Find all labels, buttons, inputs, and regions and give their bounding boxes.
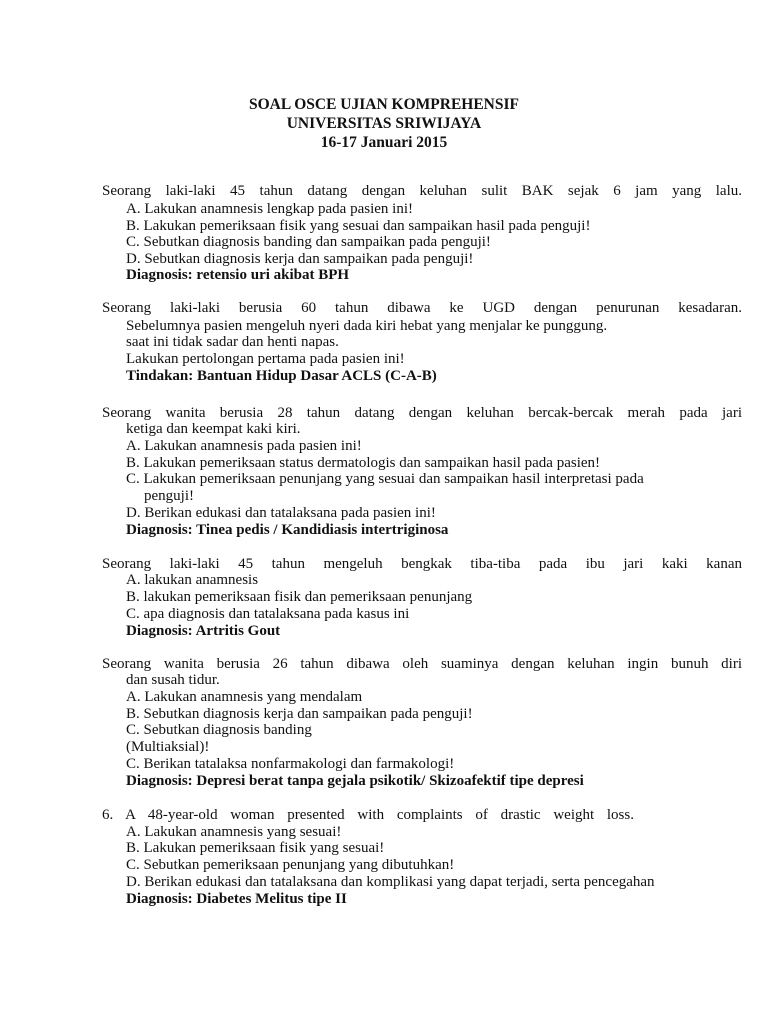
q3-diagnosis: Diagnosis: Tinea pedis / Kandidiasis intertriginosa <box>126 522 449 538</box>
q1-option-d: D. Sebutkan diagnosis kerja dan sampaikan pada penguji! <box>126 251 474 267</box>
q1-option-b: B. Lakukan pemeriksaan fisik yang sesuai dan sampaikan hasil pada penguji! <box>126 218 591 234</box>
q1-option-c: C. Sebutkan diagnosis banding dan sampaikan pada penguji! <box>126 234 491 250</box>
q3-option-c-cont: penguji! <box>144 488 194 504</box>
q6-option-b: B. Lakukan pemeriksaan fisik yang sesuai! <box>126 840 385 856</box>
q4-option-b: B. lakukan pemeriksaan fisik dan pemeriksaan penunjang <box>126 589 473 605</box>
q6-option-a: A. Lakukan anamnesis yang sesuai! <box>126 824 342 840</box>
q5-option-c: C. Sebutkan diagnosis banding <box>126 722 312 738</box>
q4-diagnosis: Diagnosis: Artritis Gout <box>126 623 281 639</box>
q2-stem: Seorang laki-laki berusia 60 tahun dibawa ke UGD dengan penurunan kesadaran. <box>102 300 742 316</box>
q1-stem: Seorang laki-laki 45 tahun datang dengan keluhan sulit BAK sejak 6 jam yang lalu. <box>102 183 742 199</box>
q5-option-a: A. Lakukan anamnesis yang mendalam <box>126 689 363 705</box>
q4-option-c: C. apa diagnosis dan tatalaksana pada kasus ini <box>126 606 410 622</box>
q3-option-b: B. Lakukan pemeriksaan status dermatologis dan sampaikan hasil pada pasien! <box>126 455 601 471</box>
institution-name: UNIVERSITAS SRIWIJAYA <box>286 115 482 132</box>
q5-option-b: B. Sebutkan diagnosis kerja dan sampaikan pada penguji! <box>126 706 473 722</box>
document-title: SOAL OSCE UJIAN KOMPREHENSIF <box>248 96 519 113</box>
exam-date: 16-17 Januari 2015 <box>320 134 448 151</box>
q6-diagnosis: Diagnosis: Diabetes Melitus tipe II <box>126 891 347 907</box>
q3-option-a: A. Lakukan anamnesis pada pasien ini! <box>126 438 362 454</box>
q6-option-d: D. Berikan edukasi dan tatalaksana dan komplikasi yang dapat terjadi, serta pencegahan <box>126 874 655 890</box>
q6-option-c: C. Sebutkan pemeriksaan penunjang yang dibutuhkan! <box>126 857 455 873</box>
q2-line-3: Lakukan pertolongan pertama pada pasien ini! <box>126 351 405 367</box>
q3-option-c: C. Lakukan pemeriksaan penunjang yang sesuai dan sampaikan hasil interpretasi pada <box>126 471 644 487</box>
q1-diagnosis: Diagnosis: retensio uri akibat BPH <box>126 267 350 283</box>
document-header <box>0 95 768 152</box>
q3-stem-cont: ketiga dan keempat kaki kiri. <box>126 421 301 437</box>
q5-stem: Seorang wanita berusia 26 tahun dibawa oleh suaminya dengan keluhan ingin bunuh diri <box>102 656 742 672</box>
q5-diagnosis: Diagnosis: Depresi berat tanpa gejala psikotik/ Skizoafektif tipe depresi <box>126 773 584 789</box>
q3-stem: Seorang wanita berusia 28 tahun datang dengan keluhan bercak-bercak merah pada jari <box>102 405 742 421</box>
q1-option-a: A. Lakukan anamnesis lengkap pada pasien ini! <box>126 201 413 217</box>
q5-option-d: C. Berikan tatalaksa nonfarmakologi dan farmakologi! <box>126 756 455 772</box>
q4-stem: Seorang laki-laki 45 tahun mengeluh bengkak tiba-tiba pada ibu jari kaki kanan <box>102 556 742 572</box>
q3-option-d: D. Berikan edukasi dan tatalaksana pada pasien ini! <box>126 505 436 521</box>
q2-line-1: Sebelumnya pasien mengeluh nyeri dada kiri hebat yang menjalar ke punggung. <box>126 318 608 334</box>
q5-option-c-cont: (Multiaksial)! <box>126 739 210 755</box>
q2-action: Tindakan: Bantuan Hidup Dasar ACLS (C-A-B) <box>126 368 437 384</box>
q2-line-2: saat ini tidak sadar dan henti napas. <box>126 334 339 350</box>
q6-stem: 6. A 48-year-old woman presented with complaints of drastic weight loss. <box>102 807 634 823</box>
q5-stem-cont: dan susah tidur. <box>126 672 220 688</box>
q4-option-a: A. lakukan anamnesis <box>126 572 259 588</box>
